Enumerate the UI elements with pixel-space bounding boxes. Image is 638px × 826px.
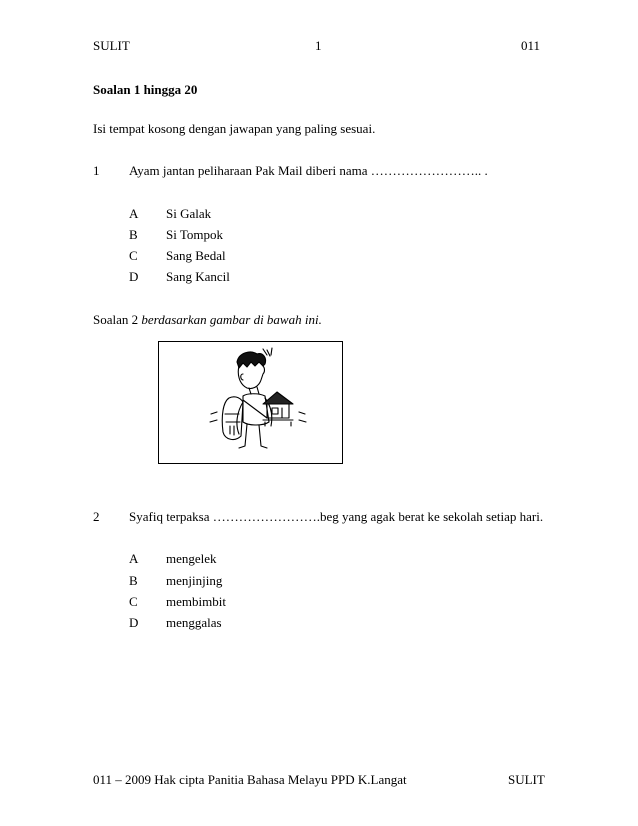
question-2-text: Syafiq terpaksa …………………….beg yang agak berat ke sekolah setiap hari.	[129, 509, 544, 524]
question-2-option-text: mengelek	[166, 551, 217, 566]
question-1-option-text: Si Galak	[166, 206, 212, 221]
question-1-option-text: Sang Kancil	[166, 269, 230, 284]
question-2-option-letter: C	[129, 594, 138, 609]
footer-copyright: 011 – 2009 Hak cipta Panitia Bahasa Melayu PPD K.Langat	[93, 772, 407, 787]
section-title: Soalan 1 hingga 20	[93, 82, 198, 97]
question-2-intro-prefix: Soalan 2	[93, 312, 142, 327]
question-2-intro-italic: berdasarkan gambar di bawah ini.	[141, 312, 322, 327]
question-2-option-text: menggalas	[166, 615, 222, 630]
instruction-text: Isi tempat kosong dengan jawapan yang paling sesuai.	[93, 121, 376, 136]
question-2-option-text: menjinjing	[166, 573, 223, 588]
question-1-option-letter: D	[129, 269, 139, 284]
question-2-number: 2	[93, 509, 100, 524]
question-2-option-text: membimbit	[166, 594, 226, 609]
question-1-option-letter: B	[129, 227, 138, 242]
question-1-text: Ayam jantan peliharaan Pak Mail diberi nama …………………….. .	[129, 163, 488, 178]
header-page-number: 1	[315, 38, 322, 53]
question-2-intro	[93, 312, 322, 328]
footer-right: SULIT	[508, 772, 545, 787]
question-2-picture	[158, 341, 343, 464]
question-1-option-letter: C	[129, 248, 138, 263]
question-2-option-letter: B	[129, 573, 138, 588]
header-left: SULIT	[93, 38, 130, 53]
question-1-number: 1	[93, 163, 100, 178]
question-1-option-letter: A	[129, 206, 139, 221]
question-2-option-letter: A	[129, 551, 139, 566]
header-right: 011	[521, 38, 541, 53]
question-2-option-letter: D	[129, 615, 139, 630]
boy-with-backpack-drawing	[159, 342, 344, 465]
question-1-option-text: Si Tompok	[166, 227, 224, 242]
question-1-option-text: Sang Bedal	[166, 248, 226, 263]
